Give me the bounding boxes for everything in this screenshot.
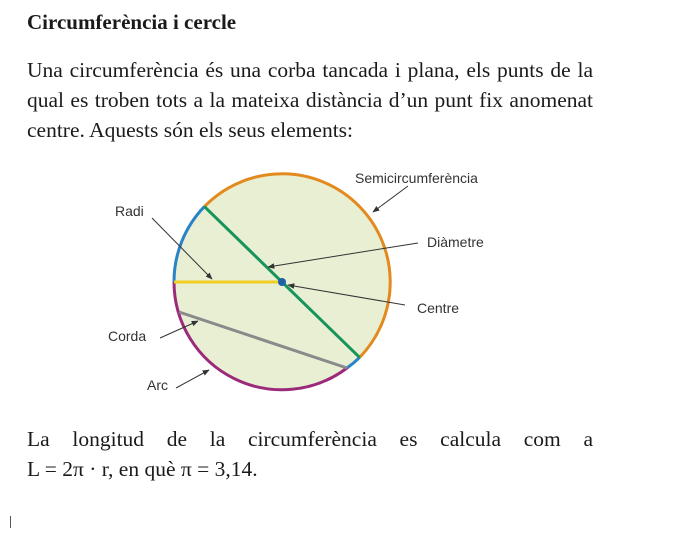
label-radius: Radi: [115, 203, 144, 219]
label-arc: Arc: [147, 377, 168, 393]
center-point: [278, 278, 286, 286]
semicircumference-pointer: [373, 186, 408, 212]
label-center: Centre: [417, 300, 460, 316]
label-chord: Corda: [108, 328, 147, 344]
formula-paragraph: [27, 424, 593, 484]
circle-elements-diagram: [0, 150, 675, 400]
formula-text-line: La longitud de la circumferència es calcula com a: [27, 427, 593, 451]
label-diameter: Diàmetre: [427, 234, 484, 250]
arc-pointer: [176, 370, 209, 388]
page-edge-mark: [10, 516, 11, 528]
label-semicircumference: Semicircumferència: [355, 170, 478, 186]
section-heading: Circumferència i cercle: [27, 10, 237, 34]
formula-expression: L = 2π · r, en què π = 3,14.: [27, 457, 258, 481]
intro-paragraph: Una circumferència és una corba tancada i plana, els punts de la qual es troben tots a la mateixa distància d’un punt fix anomenat centre. Aquests són els seus elements:: [27, 58, 593, 142]
